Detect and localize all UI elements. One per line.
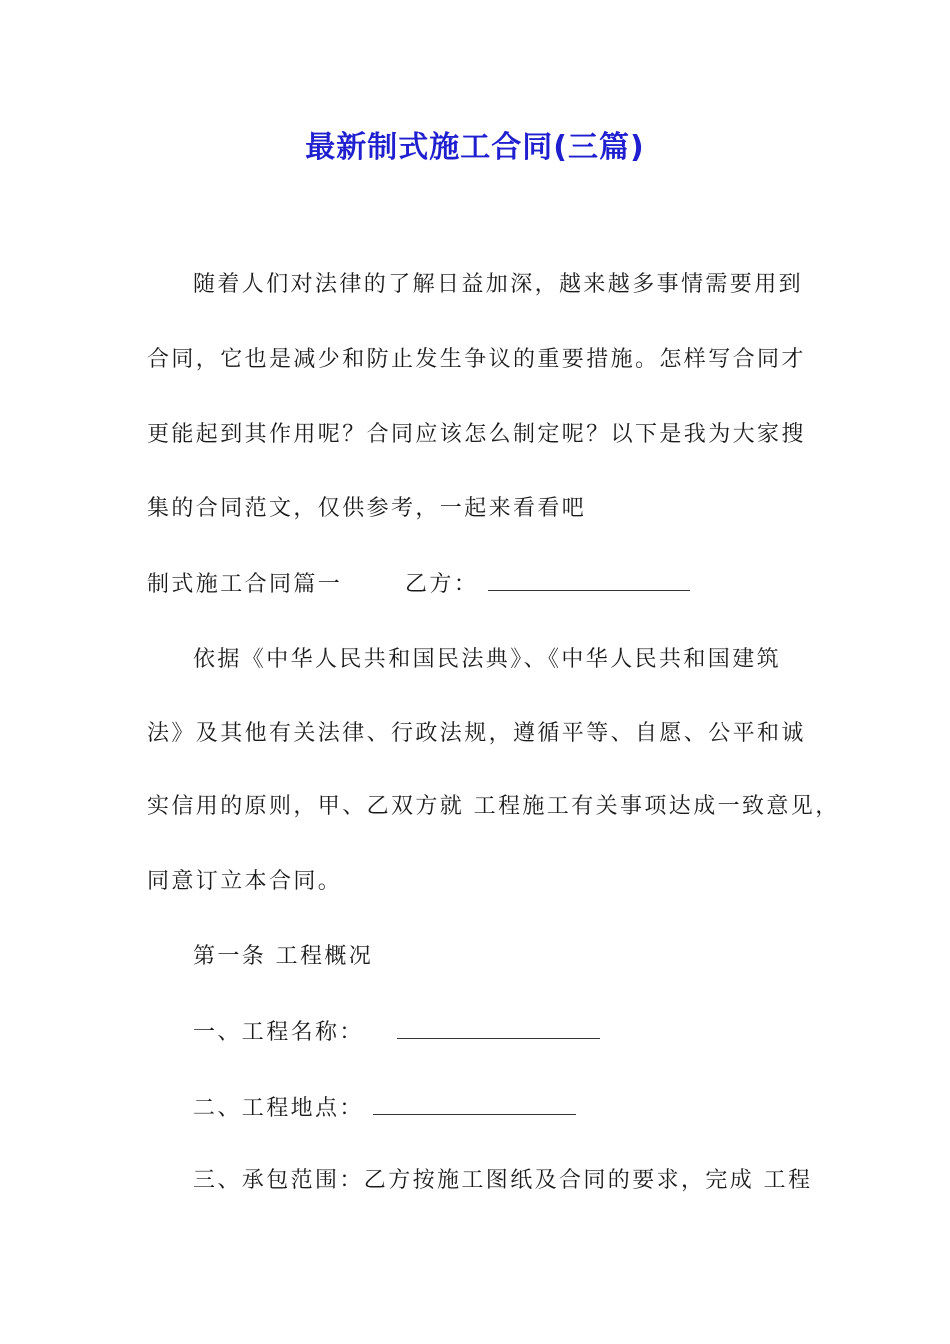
intro-line-4: 集的合同范文，仅供参考，一起来看看吧 (147, 496, 587, 521)
item-1-row (193, 1016, 600, 1048)
intro-line-3: 更能起到其作用呢？合同应该怎么制定呢？以下是我为大家搜 (147, 422, 806, 447)
intro-line-1: 随着人们对法律的了解日益加深，越来越多事情需要用到 (193, 272, 804, 297)
project-name-label: 一、工程名称： (193, 1020, 364, 1045)
basis-line-4: 同意订立本合同。 (147, 869, 343, 894)
basis-line-1: 依据《中华人民共和国民法典》、《中华人民共和国建筑 (193, 647, 782, 672)
item-2-row (193, 1092, 576, 1124)
section-heading-row (147, 568, 690, 600)
project-location-blank (373, 1092, 576, 1115)
intro-line-2: 合同，它也是减少和防止发生争议的重要措施。怎样写合同才 (147, 347, 806, 372)
section-heading: 制式施工合同篇一 (147, 572, 343, 597)
party-b-blank (488, 568, 690, 591)
item-3-line: 三、承包范围：乙方按施工图纸及合同的要求，完成 工程 (193, 1168, 813, 1193)
project-location-label: 二、工程地点： (193, 1096, 364, 1121)
document-title: 最新制式施工合同(三篇) (305, 130, 645, 165)
party-b-label: 乙方： (405, 572, 479, 597)
project-name-blank (397, 1016, 600, 1039)
basis-line-2: 法》及其他有关法律、行政法规，遵循平等、自愿、公平和诚 (147, 721, 806, 746)
article-one-heading: 第一条 工程概况 (193, 944, 374, 969)
basis-line-3: 实信用的原则，甲、乙双方就 工程施工有关事项达成一致意见， (147, 794, 840, 819)
